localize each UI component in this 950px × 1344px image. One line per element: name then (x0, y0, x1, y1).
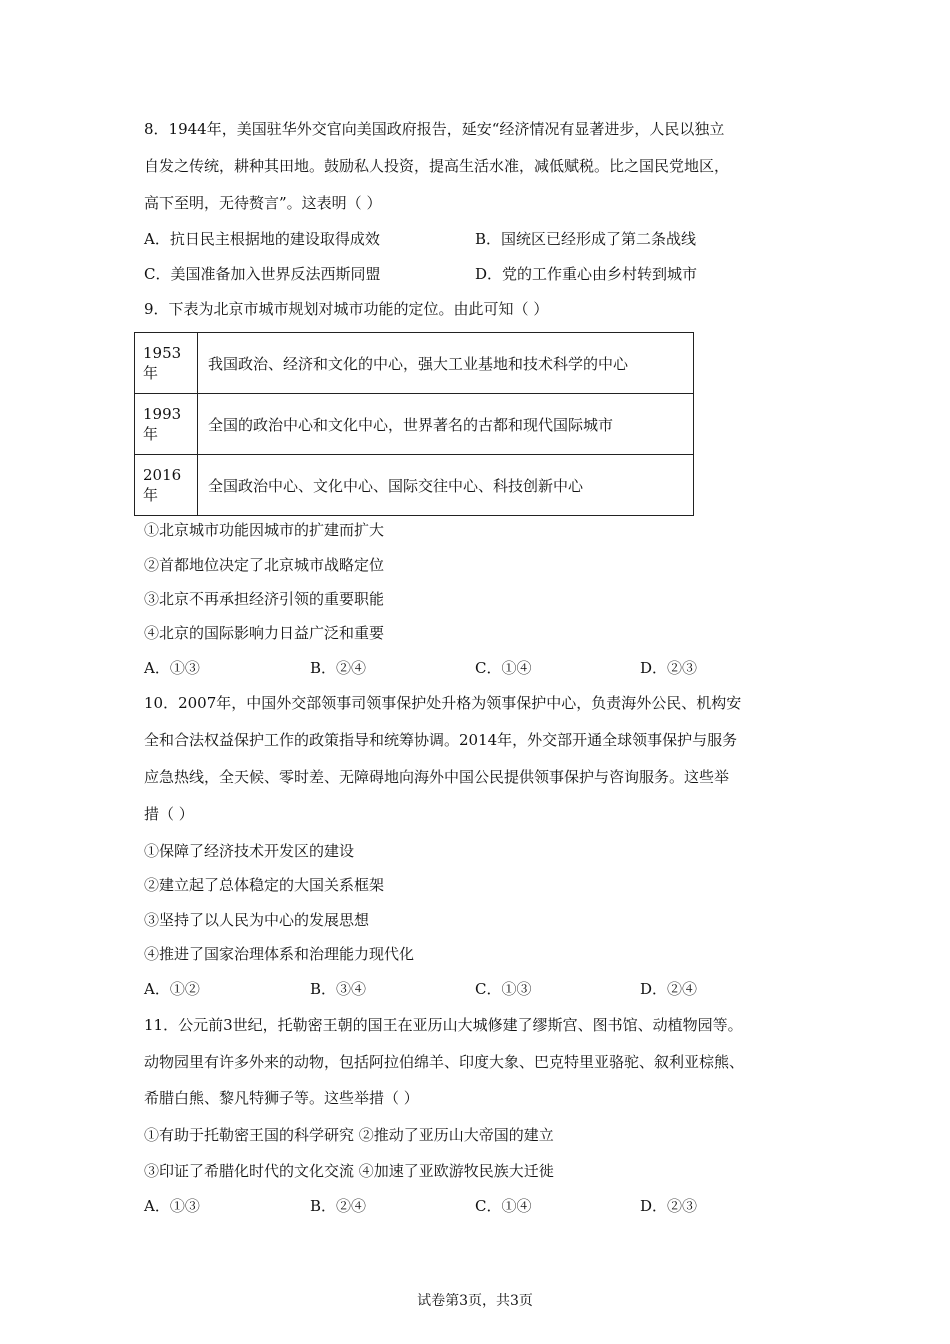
q11-stem-line-2: 动物园里有许多外来的动物，包括阿拉伯绵羊、印度大象、巴克特里亚骆驼、叙利亚棕熊、 (144, 1053, 745, 1071)
table-row (135, 455, 694, 516)
q8-option-a: A．抗日民主根据地的建设取得成效 (144, 230, 380, 248)
year-number: 1953 (143, 344, 182, 362)
year-unit: 年 (143, 486, 159, 504)
q8-option-b: B．国统区已经形成了第二条战线 (475, 230, 697, 248)
year-number: 1993 (143, 405, 182, 423)
q9-option-a: A．①③ (144, 659, 200, 677)
q8-stem-line-1: 8．1944年，美国驻华外交官向美国政府报告，延安“经济情况有显著进步，人民以独立 (144, 120, 725, 138)
q11-option-d: D．②③ (640, 1197, 698, 1215)
q11-option-a: A．①③ (144, 1197, 200, 1215)
q11-stem-line-3: 希腊白熊、黎凡特狮子等。这些举措（ ） (144, 1089, 419, 1107)
q10-option-d: D．②④ (640, 980, 698, 998)
q9-option-b: B．②④ (310, 659, 367, 677)
q11-statements-line-2: ③印证了希腊化时代的文化交流 ④加速了亚欧游牧民族大迁徙 (144, 1162, 554, 1180)
table-desc-cell: 我国政治、经济和文化的中心，强大工业基地和技术科学的中心 (198, 333, 694, 394)
q10-statement-3: ③坚持了以人民为中心的发展思想 (144, 911, 370, 929)
q11-stem-line-1: 11．公元前3世纪，托勒密王朝的国王在亚历山大城修建了缪斯宫、图书馆、动植物园等。 (144, 1016, 743, 1034)
q11-statements-line-1: ①有助于托勒密王国的科学研究 ②推动了亚历山大帝国的建立 (144, 1126, 554, 1144)
q9-statement-1: ①北京城市功能因城市的扩建而扩大 (144, 521, 385, 539)
q10-statement-2: ②建立起了总体稳定的大国关系框架 (144, 876, 385, 894)
year-unit: 年 (143, 425, 159, 443)
q10-stem-line-4: 措（ ） (144, 805, 194, 823)
table-desc-cell: 全国政治中心、文化中心、国际交往中心、科技创新中心 (198, 455, 694, 516)
q10-statement-4: ④推进了国家治理体系和治理能力现代化 (144, 945, 415, 963)
q9-statement-3: ③北京不再承担经济引领的重要职能 (144, 590, 385, 608)
table-row (135, 394, 694, 455)
q10-option-c: C．①③ (475, 980, 532, 998)
table-year-cell (135, 394, 198, 455)
q11-option-b: B．②④ (310, 1197, 367, 1215)
q9-option-c: C．①④ (475, 659, 532, 677)
year-unit: 年 (143, 364, 159, 382)
table-year-cell (135, 333, 198, 394)
q10-option-b: B．③④ (310, 980, 367, 998)
q8-option-c: C．美国准备加入世界反法西斯同盟 (144, 265, 381, 283)
q8-stem-line-2: 自发之传统，耕种其田地。鼓励私人投资，提高生活水准，减低赋税。比之国民党地区， (144, 157, 730, 175)
year-number: 2016 (143, 466, 182, 484)
q9-stem: 9．下表为北京市城市规划对城市功能的定位。由此可知（ ） (144, 300, 549, 318)
q9-option-d: D．②③ (640, 659, 698, 677)
q8-option-d: D．党的工作重心由乡村转到城市 (475, 265, 698, 283)
q10-stem-line-1: 10．2007年，中国外交部领事司领事保护处升格为领事保护中心，负责海外公民、机构安 (144, 694, 742, 712)
q8-stem-line-3: 高下至明，无待赘言”。这表明（ ） (144, 194, 382, 212)
q11-option-c: C．①④ (475, 1197, 532, 1215)
table-desc-cell: 全国的政治中心和文化中心，世界著名的古都和现代国际城市 (198, 394, 694, 455)
q10-statement-1: ①保障了经济技术开发区的建设 (144, 842, 355, 860)
q10-option-a: A．①② (144, 980, 200, 998)
q9-statement-2: ②首都地位决定了北京城市战略定位 (144, 556, 385, 574)
page-footer: 试卷第3页，共3页 (417, 1293, 533, 1309)
q9-statement-4: ④北京的国际影响力日益广泛和重要 (144, 624, 385, 642)
q10-stem-line-2: 全和合法权益保护工作的政策指导和统筹协调。2014年，外交部开通全球领事保护与服务 (144, 731, 738, 749)
table-year-cell (135, 455, 198, 516)
table-row (135, 333, 694, 394)
q10-stem-line-3: 应急热线，全天候、零时差、无障碍地向海外中国公民提供领事保护与咨询服务。这些举 (144, 768, 730, 786)
beijing-planning-table (134, 332, 694, 516)
